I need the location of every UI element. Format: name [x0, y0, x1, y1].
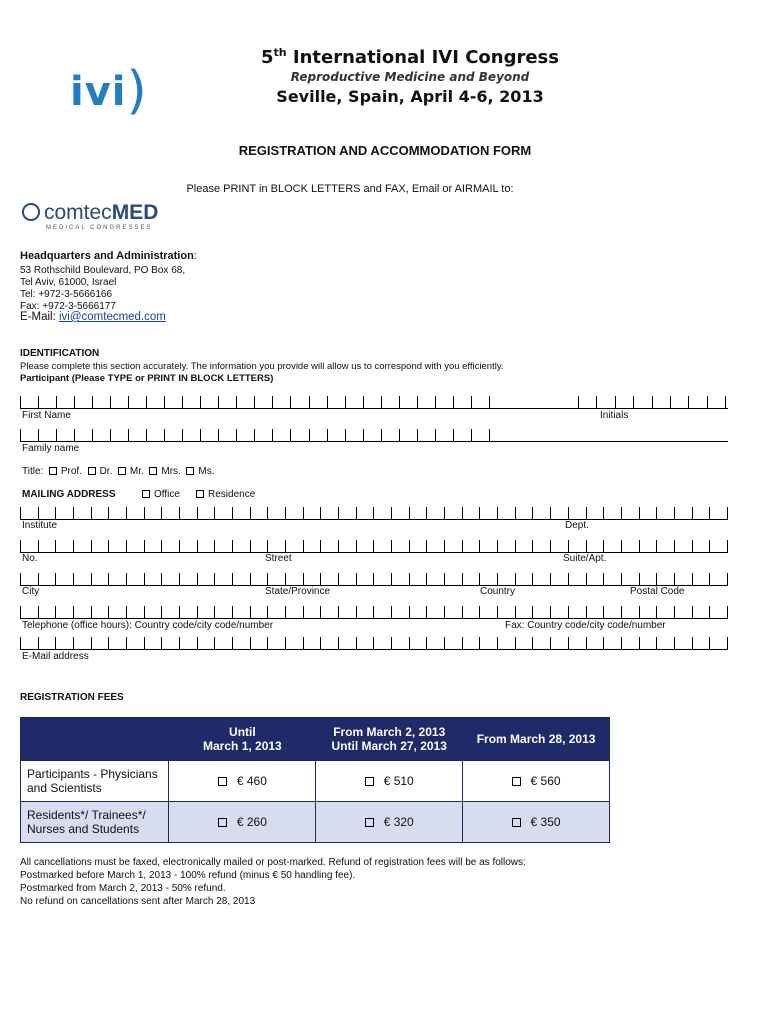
title-mrs-checkbox[interactable]	[149, 467, 157, 475]
country-label: Country	[480, 586, 516, 597]
hq-tel-line: Tel: +972-3-5666166	[20, 289, 113, 300]
title-dr-checkbox[interactable]	[88, 467, 96, 475]
fees-price-cell[interactable]: € 510	[316, 761, 463, 802]
identification-description: Please complete this section accurately. The information you provide will allow us to correspond with you efficiently.	[20, 361, 504, 372]
title-mr-checkbox[interactable]	[118, 467, 126, 475]
title-prof-checkbox[interactable]	[49, 467, 57, 475]
title-row: Title: Prof. Dr. Mr. Mrs. Ms.	[22, 466, 215, 477]
instructions: Please PRINT in BLOCK LETTERS and FAX, Email or AIRMAIL to:	[186, 183, 514, 195]
fees-header-until-march-1: Until March 1, 2013	[169, 718, 316, 761]
identification-title: IDENTIFICATION	[20, 348, 100, 359]
table-row	[21, 802, 610, 843]
dept-label: Dept.	[565, 520, 589, 531]
institute-field[interactable]	[20, 507, 728, 519]
congress-location-date: Seville, Spain, April 4-6, 2013	[276, 87, 544, 106]
fees-header-march-2-27: From March 2, 2013 Until March 27, 2013	[316, 718, 463, 761]
congress-subtitle: Reproductive Medicine and Beyond	[290, 70, 530, 84]
family-name-label: Family name	[22, 443, 80, 454]
hq-city-line: Tel Aviv, 61000, Israel	[20, 277, 117, 288]
registration-fees-table	[20, 717, 610, 843]
headquarters-title: Headquarters and Administration:	[20, 250, 197, 262]
fees-header-blank	[21, 718, 169, 761]
street-field[interactable]	[20, 540, 728, 552]
registration-fees-title: REGISTRATION FEES	[20, 692, 124, 703]
city-label: City	[22, 586, 40, 597]
state-label: State/Province	[265, 586, 331, 597]
initials-label: Initials	[600, 410, 629, 421]
price-checkbox[interactable]	[218, 818, 227, 827]
price-checkbox[interactable]	[365, 818, 374, 827]
telephone-label: Telephone (office hours): Country code/city code/number	[22, 620, 274, 631]
title-ms-checkbox[interactable]	[186, 467, 194, 475]
fees-header-from-march-28: From March 28, 2013	[463, 718, 610, 761]
fees-price-cell[interactable]: € 460	[169, 761, 316, 802]
residence-checkbox[interactable]	[196, 490, 204, 498]
hq-email-link[interactable]: ivi@comtecmed.com	[58, 311, 166, 323]
residence-option[interactable]: Residence	[196, 489, 255, 500]
fees-header-row	[21, 718, 610, 761]
refund-note-full: Postmarked before March 1, 2013 - 100% refund (minus € 50 handling fee).	[20, 870, 356, 881]
hq-fax-line: Fax: +972-3-5666177	[20, 301, 116, 312]
fees-price-cell[interactable]: € 560	[463, 761, 610, 802]
ivi-logo: ivi)	[70, 61, 148, 121]
price-checkbox[interactable]	[365, 777, 374, 786]
street-label: Street	[265, 553, 292, 564]
form-title: REGISTRATION AND ACCOMMODATION FORM	[238, 143, 532, 158]
hq-email-line: E-Mail: ivi@comtecmed.com	[20, 311, 166, 323]
number-label: No.	[22, 553, 38, 564]
price-checkbox[interactable]	[218, 777, 227, 786]
email-address-field[interactable]	[20, 637, 728, 649]
city-field[interactable]	[20, 573, 728, 585]
fees-row-label: Participants - Physicians and Scientists	[21, 761, 169, 802]
refund-note-half: Postmarked from March 2, 2013 - 50% refund.	[20, 883, 226, 894]
fees-price-cell[interactable]: € 350	[463, 802, 610, 843]
postal-code-label: Postal Code	[630, 586, 685, 597]
family-name-field[interactable]	[20, 429, 490, 441]
fees-price-cell[interactable]: € 260	[169, 802, 316, 843]
price-checkbox[interactable]	[512, 777, 521, 786]
comtecmed-mark-icon	[22, 203, 40, 221]
title-label: Title:	[22, 466, 44, 477]
first-name-field[interactable]	[20, 396, 490, 408]
hq-address-line: 53 Rothschild Boulevard, PO Box 68,	[20, 265, 186, 276]
office-checkbox[interactable]	[142, 490, 150, 498]
initials-field[interactable]	[578, 396, 726, 408]
telephone-fax-field[interactable]	[20, 606, 728, 618]
cancellation-note: All cancellations must be faxed, electronically mailed or post-marked. Refund of registration fees will be as follows:	[20, 857, 526, 868]
fax-label: Fax: Country code/city code/number	[505, 620, 666, 631]
refund-note-none: No refund on cancellations sent after March 28, 2013	[20, 896, 256, 907]
mailing-address-label: MAILING ADDRESS	[22, 489, 116, 500]
fees-row-label: Residents*/ Trainees*/ Nurses and Students	[21, 802, 169, 843]
suite-label: Suite/Apt.	[563, 553, 607, 564]
fees-price-cell[interactable]: € 320	[316, 802, 463, 843]
congress-title: 5th International IVI Congress	[261, 46, 559, 68]
participant-instruction: Participant (Please TYPE or PRINT IN BLOCK LETTERS)	[20, 373, 274, 384]
table-row	[21, 761, 610, 802]
email-address-label: E-Mail address	[22, 651, 89, 662]
price-checkbox[interactable]	[512, 818, 521, 827]
first-name-label: First Name	[22, 410, 71, 421]
office-option[interactable]: Office	[142, 489, 180, 500]
institute-label: Institute	[22, 520, 58, 531]
